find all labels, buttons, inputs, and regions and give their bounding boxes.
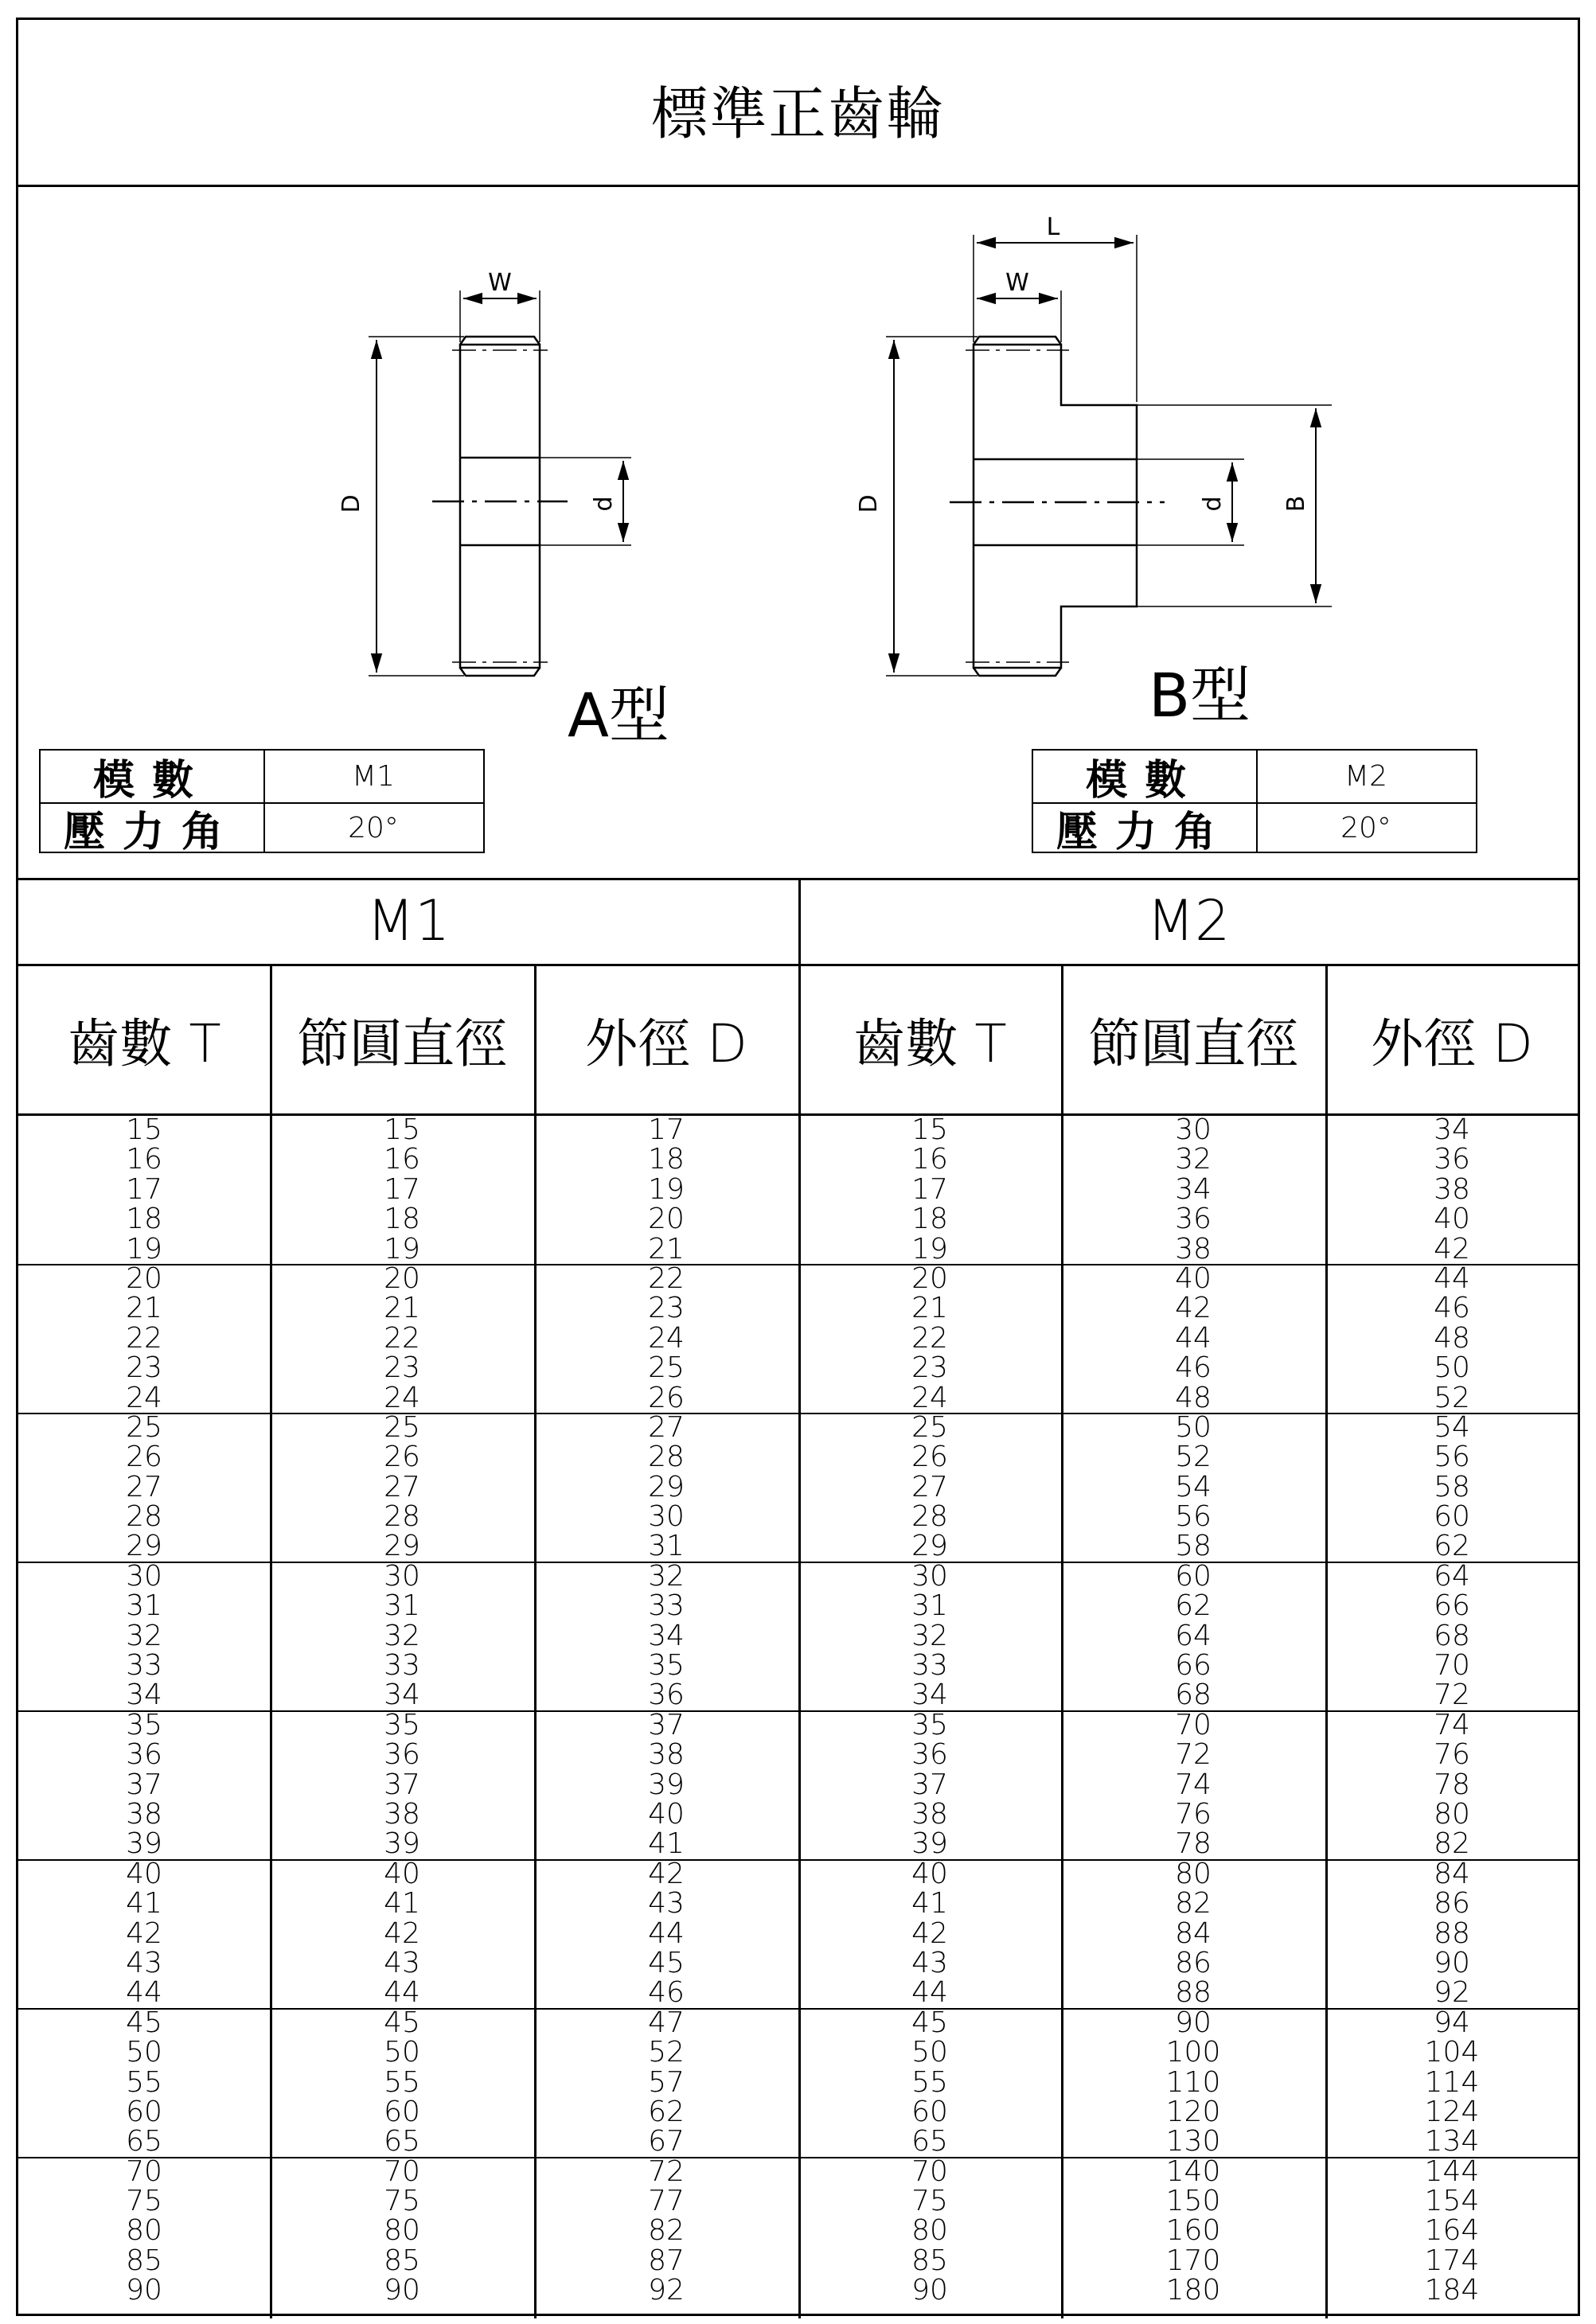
table-cell: 43 (911, 1946, 948, 1979)
table-cell: 87 (648, 2244, 685, 2277)
column-m2-outer (1325, 1115, 1578, 2306)
table-cell: 67 (648, 2125, 685, 2158)
table-cell: 55 (384, 2065, 420, 2099)
table-cell: 64 (1175, 1619, 1212, 1652)
pressure-angle-label: 壓力角 (63, 809, 240, 856)
table-cell: 39 (126, 1827, 162, 1861)
table-cell: 38 (911, 1797, 948, 1831)
table-cell: 31 (648, 1530, 685, 1563)
type-a-label: A型 (568, 680, 669, 744)
table-cell: 60 (911, 2095, 948, 2128)
table-cell: 20 (648, 1203, 685, 1236)
type-b-label: B型 (1149, 660, 1251, 731)
table-cell: 17 (648, 1113, 685, 1146)
table-cell: 42 (648, 1857, 685, 1890)
table-cell: 40 (126, 1857, 162, 1890)
dim-label-D-a: D (338, 494, 365, 513)
table-cell: 36 (648, 1679, 685, 1712)
table-cell: 77 (648, 2185, 685, 2218)
table-cell: 62 (1175, 1589, 1212, 1623)
table-cell: 30 (126, 1559, 162, 1593)
table-cell: 70 (911, 2154, 948, 2188)
table-cell: 31 (384, 1589, 420, 1623)
table-cell: 30 (384, 1559, 420, 1593)
table-cell: 66 (1434, 1589, 1470, 1623)
table-cell: 15 (126, 1113, 162, 1146)
table-cell: 42 (384, 1917, 420, 1950)
table-cell: 180 (1165, 2274, 1221, 2307)
table-cell: 72 (648, 2154, 685, 2188)
table-cell: 60 (384, 2095, 420, 2128)
table-cell: 110 (1165, 2065, 1221, 2099)
table-cell: 90 (384, 2274, 420, 2307)
table-cell: 75 (126, 2185, 162, 2218)
table-cell: 46 (1434, 1292, 1470, 1325)
table-cell: 35 (911, 1708, 948, 1741)
table-cell: 22 (648, 1261, 685, 1295)
table-cell: 22 (384, 1321, 420, 1355)
table-cell: 38 (126, 1797, 162, 1831)
table-cell: 114 (1424, 2065, 1480, 2099)
table-cell: 164 (1424, 2214, 1480, 2248)
table-cell: 44 (1175, 1321, 1212, 1355)
table-cell: 38 (648, 1738, 685, 1772)
table-cell: 18 (648, 1143, 685, 1176)
dim-label-d-b: d (1199, 496, 1227, 512)
table-cell: 17 (911, 1172, 948, 1206)
pressure-angle-label: 壓力角 (1056, 809, 1233, 856)
table-cell: 38 (384, 1797, 420, 1831)
table-cell: 90 (911, 2274, 948, 2307)
table-cell: 75 (384, 2185, 420, 2218)
table-cell: 70 (384, 2154, 420, 2188)
col-header-pitch-m2: 節圓直徑 (1088, 1012, 1298, 1074)
table-cell: 140 (1165, 2154, 1221, 2188)
table-cell: 32 (911, 1619, 948, 1652)
table-cell: 55 (911, 2065, 948, 2099)
table-cell: 28 (126, 1500, 162, 1534)
table-cell: 86 (1175, 1946, 1212, 1979)
table-cell: 100 (1165, 2036, 1221, 2069)
table-cell: 26 (648, 1381, 685, 1414)
table-cell: 31 (126, 1589, 162, 1623)
table-cell: 78 (1434, 1768, 1470, 1801)
table-cell: 30 (1175, 1113, 1212, 1146)
table-cell: 40 (384, 1857, 420, 1890)
page-title: 標準正齒輪 (650, 80, 946, 147)
dim-label-w-b: W (1005, 269, 1029, 297)
table-cell: 104 (1424, 2036, 1480, 2069)
col-header-teeth-m2: 齒數 T (853, 1012, 1007, 1074)
table-cell: 19 (648, 1172, 685, 1206)
table-cell: 74 (1175, 1768, 1212, 1801)
table-cell: 21 (384, 1292, 420, 1325)
table-cell: 15 (911, 1113, 948, 1146)
table-cell: 75 (911, 2185, 948, 2218)
table-cell: 74 (1434, 1708, 1470, 1741)
table-cell: 32 (126, 1619, 162, 1652)
table-cell: 86 (1434, 1887, 1470, 1920)
table-cell: 170 (1165, 2244, 1221, 2277)
table-cell: 134 (1424, 2125, 1480, 2158)
module-value: M1 (352, 760, 395, 793)
table-cell: 32 (1175, 1143, 1212, 1176)
table-cell: 33 (384, 1649, 420, 1683)
table-cell: 34 (911, 1679, 948, 1712)
table-cell: 160 (1165, 2214, 1221, 2248)
table-cell: 41 (126, 1887, 162, 1920)
table-cell: 17 (384, 1172, 420, 1206)
table-cell: 85 (384, 2244, 420, 2277)
table-cell: 50 (384, 2036, 420, 2069)
table-cell: 76 (1175, 1797, 1212, 1831)
table-cell: 34 (384, 1679, 420, 1712)
table-cell: 62 (648, 2095, 685, 2128)
table-cell: 37 (126, 1768, 162, 1801)
type-b-drawing (886, 235, 1332, 676)
table-cell: 39 (384, 1827, 420, 1861)
table-cell: 120 (1165, 2095, 1221, 2128)
table-cell: 28 (911, 1500, 948, 1534)
table-cell: 84 (1434, 1857, 1470, 1890)
table-cell: 60 (126, 2095, 162, 2128)
table-cell: 174 (1424, 2244, 1480, 2277)
table-cell: 44 (126, 1976, 162, 2010)
column-m1-outer (534, 1115, 798, 2306)
table-cell: 33 (911, 1649, 948, 1683)
table-cell: 44 (1434, 1261, 1470, 1295)
table-cell: 19 (126, 1232, 162, 1265)
table-cell: 80 (1434, 1797, 1470, 1831)
table-cell: 52 (1434, 1381, 1470, 1414)
dim-label-d-a: d (590, 496, 618, 512)
table-cell: 36 (384, 1738, 420, 1772)
table-cell: 46 (648, 1976, 685, 2010)
table-cell: 25 (911, 1410, 948, 1444)
table-cell: 29 (911, 1530, 948, 1563)
table-cell: 54 (1175, 1470, 1212, 1503)
table-cell: 85 (126, 2244, 162, 2277)
type-a-drawing (369, 290, 631, 676)
table-cell: 48 (1434, 1321, 1470, 1355)
table-cell: 52 (1175, 1441, 1212, 1474)
table-cell: 60 (1434, 1500, 1470, 1534)
table-cell: 38 (1434, 1172, 1470, 1206)
table-cell: 33 (648, 1589, 685, 1623)
group-header-m1: M1 (366, 888, 451, 953)
table-cell: 184 (1424, 2274, 1480, 2307)
table-cell: 20 (911, 1261, 948, 1295)
table-cell: 60 (1175, 1559, 1212, 1593)
table-cell: 47 (648, 2006, 685, 2039)
table-cell: 154 (1424, 2185, 1480, 2218)
table-cell: 68 (1434, 1619, 1470, 1652)
table-cell: 39 (911, 1827, 948, 1861)
params-box-m1 (39, 749, 485, 856)
column-m1-pitch (270, 1115, 534, 2306)
table-cell: 70 (1175, 1708, 1212, 1741)
table-cell: 23 (384, 1351, 420, 1385)
table-cell: 35 (126, 1708, 162, 1741)
table-cell: 24 (126, 1381, 162, 1414)
table-cell: 65 (384, 2125, 420, 2158)
table-cell: 90 (1434, 1946, 1470, 1979)
table-cell: 32 (648, 1559, 685, 1593)
table-cell: 82 (1175, 1887, 1212, 1920)
table-cell: 65 (911, 2125, 948, 2158)
table-cell: 88 (1434, 1917, 1470, 1950)
table-cell: 17 (126, 1172, 162, 1206)
table-cell: 90 (1175, 2006, 1212, 2039)
module-value: M2 (1344, 760, 1387, 793)
table-cell: 20 (126, 1261, 162, 1295)
table-cell: 35 (384, 1708, 420, 1741)
table-cell: 23 (648, 1292, 685, 1325)
table-cell: 66 (1175, 1649, 1212, 1683)
table-cell: 130 (1165, 2125, 1221, 2158)
column-m2-teeth (798, 1115, 1061, 2306)
table-cell: 27 (911, 1470, 948, 1503)
table-cell: 44 (384, 1976, 420, 2010)
table-cell: 43 (126, 1946, 162, 1979)
table-cell: 92 (1434, 1976, 1470, 2010)
table-cell: 38 (1175, 1232, 1212, 1265)
module-label: 模數 (1085, 757, 1204, 805)
table-cell: 22 (126, 1321, 162, 1355)
table-cell: 30 (648, 1500, 685, 1534)
table-cell: 39 (648, 1768, 685, 1801)
table-cell: 41 (384, 1887, 420, 1920)
table-cell: 29 (126, 1530, 162, 1563)
gear-diagrams (18, 187, 1578, 744)
table-cell: 82 (648, 2214, 685, 2248)
table-cell: 50 (1175, 1410, 1212, 1444)
table-cell: 21 (648, 1232, 685, 1265)
table-cell: 19 (911, 1232, 948, 1265)
table-cell: 20 (384, 1261, 420, 1295)
col-header-pitch-m1: 節圓直徑 (297, 1012, 507, 1074)
table-cell: 58 (1175, 1530, 1212, 1563)
table-cell: 32 (384, 1619, 420, 1652)
table-cell: 34 (1175, 1172, 1212, 1206)
table-cell: 94 (1434, 2006, 1470, 2039)
table-cell: 46 (1175, 1351, 1212, 1385)
table-cell: 42 (1434, 1232, 1470, 1265)
table-cell: 34 (126, 1679, 162, 1712)
table-cell: 42 (126, 1917, 162, 1950)
table-cell: 36 (911, 1738, 948, 1772)
table-cell: 56 (1434, 1441, 1470, 1474)
table-cell: 37 (648, 1708, 685, 1741)
table-cell: 72 (1434, 1679, 1470, 1712)
table-cell: 124 (1424, 2095, 1480, 2128)
column-m2-pitch (1061, 1115, 1325, 2306)
table-cell: 34 (1434, 1113, 1470, 1146)
params-box-m2 (1032, 749, 1477, 856)
table-cell: 22 (911, 1321, 948, 1355)
dim-label-w-a: W (488, 269, 512, 297)
table-cell: 27 (384, 1470, 420, 1503)
table-cell: 76 (1434, 1738, 1470, 1772)
table-cell: 26 (911, 1441, 948, 1474)
table-cell: 88 (1175, 1976, 1212, 2010)
table-cell: 80 (384, 2214, 420, 2248)
table-cell: 52 (648, 2036, 685, 2069)
table-cell: 72 (1175, 1738, 1212, 1772)
table-cell: 37 (384, 1768, 420, 1801)
table-cell: 144 (1424, 2154, 1480, 2188)
dim-label-B-b: B (1282, 495, 1310, 513)
table-cell: 25 (384, 1410, 420, 1444)
table-cell: 92 (648, 2274, 685, 2307)
table-cell: 19 (384, 1232, 420, 1265)
table-cell: 42 (1175, 1292, 1212, 1325)
table-cell: 56 (1175, 1500, 1212, 1534)
table-cell: 26 (384, 1441, 420, 1474)
table-cell: 37 (911, 1768, 948, 1801)
table-cell: 40 (1175, 1261, 1212, 1295)
table-cell: 80 (126, 2214, 162, 2248)
table-cell: 82 (1434, 1827, 1470, 1861)
table-cell: 33 (126, 1649, 162, 1683)
table-cell: 80 (911, 2214, 948, 2248)
table-cell: 27 (126, 1470, 162, 1503)
table-cell: 70 (1434, 1649, 1470, 1683)
table-cell: 18 (911, 1203, 948, 1236)
table-cell: 40 (648, 1797, 685, 1831)
table-cell: 150 (1165, 2185, 1221, 2218)
table-cell: 31 (911, 1589, 948, 1623)
table-cell: 42 (911, 1917, 948, 1950)
table-cell: 23 (911, 1351, 948, 1385)
table-cell: 57 (648, 2065, 685, 2099)
table-cell: 78 (1175, 1827, 1212, 1861)
table-cell: 45 (648, 1946, 685, 1979)
table-cell: 41 (648, 1827, 685, 1861)
table-cell: 21 (126, 1292, 162, 1325)
dim-label-D-b: D (855, 494, 883, 513)
table-cell: 25 (648, 1351, 685, 1385)
table-cell: 90 (126, 2274, 162, 2307)
table-cell: 43 (384, 1946, 420, 1979)
table-cell: 40 (1434, 1203, 1470, 1236)
table-cell: 24 (911, 1381, 948, 1414)
table-cell: 36 (1175, 1203, 1212, 1236)
table-cell: 18 (126, 1203, 162, 1236)
table-cell: 55 (126, 2065, 162, 2099)
table-cell: 54 (1434, 1410, 1470, 1444)
table-cell: 70 (126, 2154, 162, 2188)
col-header-outer-m1: 外徑 D (585, 1012, 747, 1074)
table-cell: 85 (911, 2244, 948, 2277)
table-cell: 44 (648, 1917, 685, 1950)
table-cell: 28 (384, 1500, 420, 1534)
pressure-angle-value: 20° (348, 812, 399, 844)
table-cell: 16 (911, 1143, 948, 1176)
table-cell: 16 (126, 1143, 162, 1176)
table-cell: 58 (1434, 1470, 1470, 1503)
drawing-sheet (16, 18, 1580, 2316)
table-cell: 40 (911, 1857, 948, 1890)
table-cell: 43 (648, 1887, 685, 1920)
table-cell: 45 (126, 2006, 162, 2039)
table-cell: 65 (126, 2125, 162, 2158)
table-cell: 18 (384, 1203, 420, 1236)
table-cell: 50 (1434, 1351, 1470, 1385)
table-cell: 35 (648, 1649, 685, 1683)
table-cell: 50 (911, 2036, 948, 2069)
table-cell: 34 (648, 1619, 685, 1652)
table-cell: 16 (384, 1143, 420, 1176)
table-cell: 25 (126, 1410, 162, 1444)
table-cell: 84 (1175, 1917, 1212, 1950)
table-cell: 36 (1434, 1143, 1470, 1176)
table-cell: 68 (1175, 1679, 1212, 1712)
col-header-outer-m2: 外徑 D (1371, 1012, 1533, 1074)
col-header-teeth-m1: 齒數 T (67, 1012, 221, 1074)
dim-label-L-b: L (1046, 213, 1060, 241)
table-cell: 64 (1434, 1559, 1470, 1593)
table-cell: 44 (911, 1976, 948, 2010)
table-cell: 41 (911, 1887, 948, 1920)
table-cell: 36 (126, 1738, 162, 1772)
table-cell: 24 (384, 1381, 420, 1414)
column-m1-teeth (18, 1115, 270, 2306)
table-cell: 30 (911, 1559, 948, 1593)
group-header-m2: M2 (1146, 888, 1231, 953)
table-cell: 45 (384, 2006, 420, 2039)
module-label: 模數 (92, 757, 211, 805)
table-cell: 28 (648, 1441, 685, 1474)
table-cell: 27 (648, 1410, 685, 1444)
table-cell: 15 (384, 1113, 420, 1146)
table-cell: 80 (1175, 1857, 1212, 1890)
table-cell: 29 (384, 1530, 420, 1563)
table-cell: 45 (911, 2006, 948, 2039)
table-cell: 26 (126, 1441, 162, 1474)
table-cell: 21 (911, 1292, 948, 1325)
table-cell: 23 (126, 1351, 162, 1385)
table-cell: 24 (648, 1321, 685, 1355)
table-cell: 62 (1434, 1530, 1470, 1563)
table-cell: 50 (126, 2036, 162, 2069)
table-cell: 48 (1175, 1381, 1212, 1414)
pressure-angle-value: 20° (1340, 812, 1391, 844)
table-cell: 29 (648, 1470, 685, 1503)
